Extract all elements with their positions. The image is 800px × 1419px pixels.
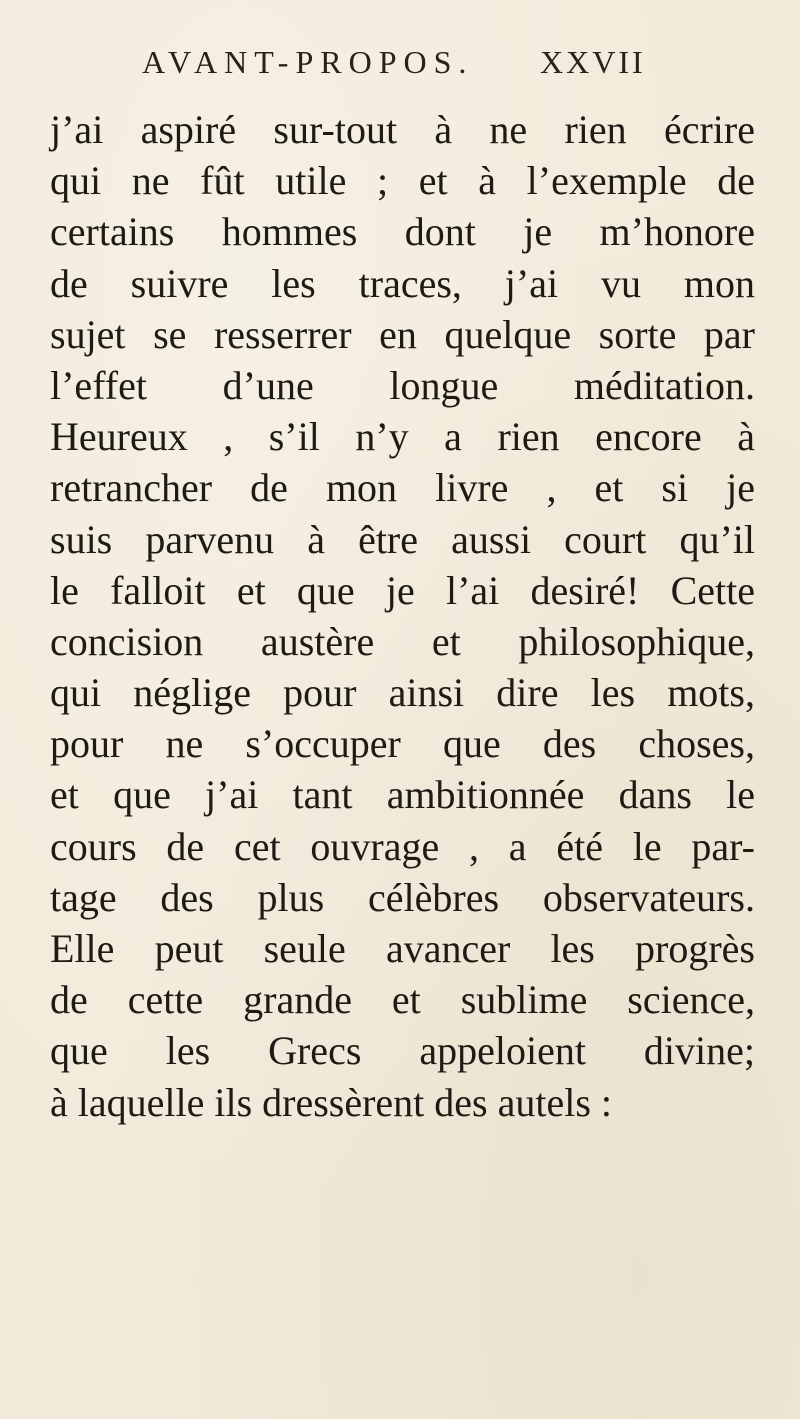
text-line: le falloit et que je l’ai desiré! Cette [50, 567, 755, 613]
text-line: certains hommes dont je m’honore [50, 209, 755, 255]
text-line: à laquelle ils dressèrent des autels : [50, 1079, 613, 1125]
running-head [142, 44, 742, 84]
text-line: qui néglige pour ainsi dire les mots, [50, 670, 755, 716]
body-text [50, 104, 755, 1128]
text-line: Elle peut seule avancer les progrès [50, 926, 755, 971]
page-number: XXVII [540, 44, 646, 80]
text-line: cours de cet ouvrage , a été le par- [50, 823, 755, 869]
text-line: sujet se resserrer en quelque sorte par [50, 311, 755, 357]
text-line: suis parvenu à être aussi court qu’il [50, 516, 755, 562]
text-line: Heureux , s’il n’y a rien encore à [50, 414, 755, 460]
text-line: de cette grande et sublime science, [50, 977, 755, 1023]
text-line: retrancher de mon livre , et si je [50, 465, 755, 511]
text-line: que les Grecs appeloient divine; [50, 1028, 755, 1074]
text-line: et que j’ai tant ambitionnée dans le [50, 772, 755, 818]
text-line: tage des plus célèbres observateurs. [50, 874, 755, 920]
text-line: j’ai aspiré sur-tout à ne rien écrire [50, 107, 755, 152]
text-line: l’effet d’une longue méditation. [50, 362, 755, 408]
text-line: concision austère et philosophique, [50, 618, 755, 664]
text-line: pour ne s’occuper que des choses, [50, 721, 755, 767]
text-line: de suivre les traces, j’ai vu mon [50, 260, 755, 306]
text-line: qui ne fût utile ; et à l’exemple de [50, 158, 755, 204]
running-title: AVANT-PROPOS. [142, 44, 474, 80]
